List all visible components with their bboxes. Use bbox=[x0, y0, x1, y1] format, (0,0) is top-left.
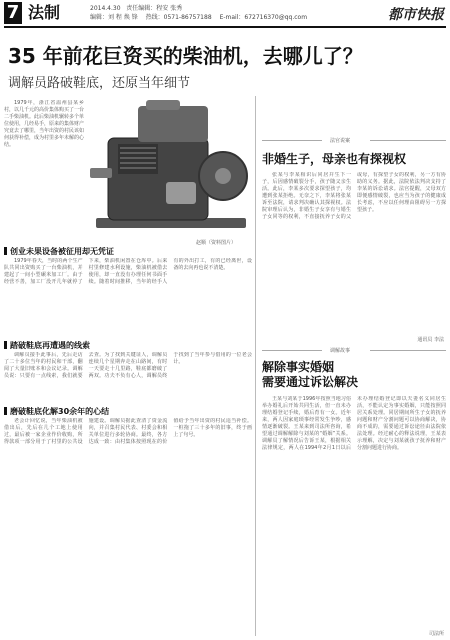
article-subtitle: 调解员路破鞋底，还原当年细节 bbox=[8, 76, 191, 91]
right-bottom-author: 司法所 bbox=[428, 631, 444, 637]
diesel-engine-photo bbox=[88, 98, 250, 240]
photo-credit: 赵顺（资料图片） bbox=[196, 240, 237, 246]
right-bottom-body bbox=[262, 396, 446, 626]
right-bottom-title: 解除事实婚姻 需要通过诉讼解决 bbox=[262, 360, 359, 389]
header-date-line bbox=[90, 3, 182, 12]
legal-tag: 法官说案 bbox=[330, 138, 351, 144]
contact-editor: 编辑：刘 程 焕 锋 bbox=[90, 14, 138, 21]
section-text-3: 老会计回忆说，当年柴油机被借出后，先后在几个工地上使用过，最后被一家企业作价收购，所得款项一部分用于了村里的公共设施建设。调解员据此查清了资金流向，并召集村民代表、村委会和相关单位进行多轮协商。最终，各方达成一致：由村集体按照现在的价值给予当年出资的村民适当补偿。一桩拖了三十多年的旧事，终于画上了句号。 bbox=[4, 418, 252, 445]
contact-email: E-mail：672716370@qq.com bbox=[219, 14, 308, 21]
editor-info: 责任编辑：程安 张秀 bbox=[126, 5, 183, 12]
section-text-2: 调解员接手此事后，先后走访了二十多位当年的村民和干部，翻阅了大量旧账本和会议记录。调解员说：只要有一点线索，我们就要去查。为了找到关键证人，调解员连续几个星期奔走在山路间，有时一天要走十几里路，鞋底都磨破了两双。功夫不负有心人，调解员终于找到了当年参与借用的一位老会计。 bbox=[4, 352, 252, 379]
page-number: 7 bbox=[4, 2, 22, 24]
tag-rule-left-2 bbox=[262, 350, 322, 351]
tag-rule-left-1 bbox=[262, 140, 322, 141]
section-text-1: 1979年春天，当时的两个生产队共同出资购买了一台柴油机，并建起了一间小型碾米加工厂。由于经营不善，加工厂没开几年就停了下来，柴油机闲置在仓库中。后来村里修建水利设施，柴油机被借去使用，却一直没有办理任何书面手续。随着时间推移，当年的经手人有的外出打工，有的已经离世，设备的去向再也说不清楚。 bbox=[4, 258, 252, 285]
right-top-text: 张某与李某相识后同居并生下一子，后因感情破裂分手，孩子随父亲生活。此后，李某多次要求探望孩子，均遭到张某拒绝。无奈之下，李某将张某诉至法院，请求判决确认其探视权。法院审理后认为，非婚生子女享有与婚生子女同等的权利，不直接抚养子女的父或母，有探望子女的权利，另一方有协助的义务。据此，法院依法判决支持了李某的诉讼请求。法官提醒，父母双方即便感情破裂，也应当为孩子的健康成长考虑，不应以任何理由阻碍另一方探望孩子。 bbox=[262, 172, 446, 220]
right-top-body bbox=[262, 172, 446, 328]
column-divider bbox=[255, 96, 256, 636]
article-title: 35 年前花巨资买的柴油机，去哪儿了？ bbox=[8, 44, 363, 68]
section-heading-1: 创业未果设备被征用却无凭证 bbox=[4, 246, 114, 257]
section-name: 法制 bbox=[28, 3, 61, 22]
section-heading-3: 磨破鞋底化解30余年的心结 bbox=[4, 406, 109, 417]
tag-rule-right-1 bbox=[370, 140, 446, 141]
contact-phone: 热线：0571-86757188 bbox=[145, 14, 212, 21]
section-body-1 bbox=[4, 258, 252, 338]
mediation-tag: 调解故事 bbox=[330, 348, 351, 354]
section-body-2 bbox=[4, 352, 252, 402]
masthead-logo: 都市快报 bbox=[388, 7, 444, 23]
right-top-title: 非婚生子，母亲也有探视权 bbox=[262, 152, 407, 166]
section-body-3 bbox=[4, 418, 252, 636]
right-bottom-text: 王某与刘某于1996年按照当地习俗举办婚礼后开始共同生活，但一直未办理结婚登记手续，婚后育有一女。近年来，两人因家庭琐事经常发生争吵，感情逐渐破裂。王某来到司法所咨询，希望通过调解解除与刘某的“婚姻”关系。调解员了解情况后告诉王某，根据相关法律规定，两人在1994年2月1日以后未办理结婚登记即以夫妻名义同居生活，不能认定为事实婚姻，只能按照同居关系处理。同居期间所生子女的抚养问题和财产分割问题可以协商解决，协商不成的，需要通过诉讼途径由法院依法处理。经过耐心的释法说理，王某表示理解，决定与刘某就孩子抚养和财产分割问题进行协商。 bbox=[262, 396, 446, 451]
page-header bbox=[0, 0, 450, 34]
header-contact-line bbox=[90, 12, 313, 21]
right-top-author: 通讯员 李法 bbox=[417, 337, 444, 343]
section-heading-2: 踏破鞋底再遭遇的线索 bbox=[4, 340, 90, 351]
tag-rule-right-2 bbox=[370, 350, 446, 351]
intro-text: 1979年，浙江省温州县某乡村，以几千元的高价集体购买了一台二手柴油机。此后柴油机辗转多个单位使用，几经易手，原来的集体财产究竟去了哪里，当年出资的村民该如何获得补偿，成为村里多年未解的心结。 bbox=[4, 100, 84, 148]
header-rule bbox=[4, 26, 446, 28]
issue-date: 2014.4.30 bbox=[90, 5, 121, 12]
intro-column bbox=[4, 100, 84, 240]
